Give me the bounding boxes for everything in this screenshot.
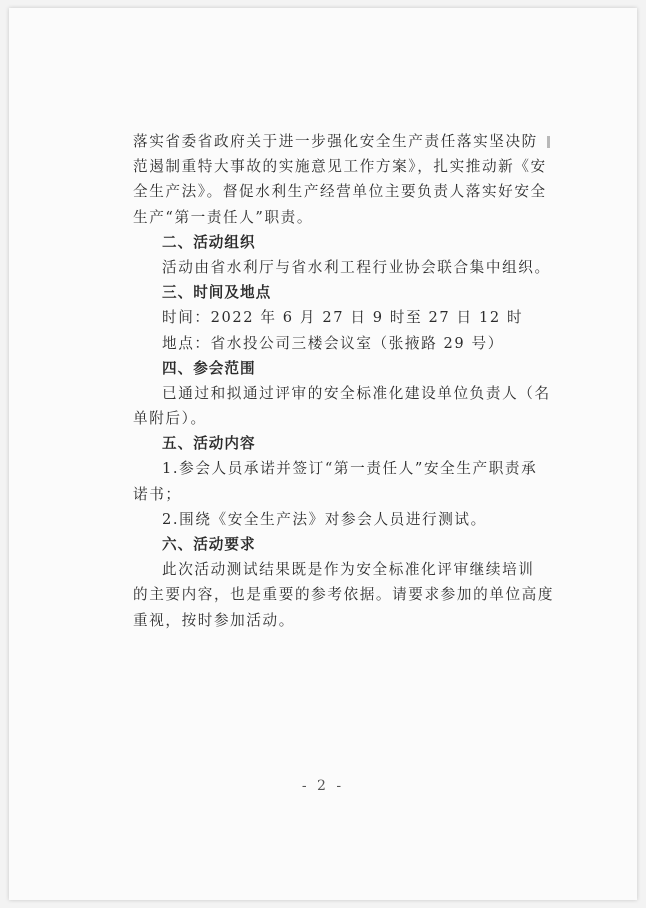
paragraph-line: 全生产法》。督促水利生产经营单位主要负责人落实好安全 [133, 183, 547, 201]
time-line: 时间：2022 年 6 月 27 日 9 时至 27 日 12 时 [162, 309, 524, 327]
paragraph-line: 范遏制重特大事故的实施意见工作方案》，扎实推动新《安 [133, 158, 547, 176]
list-item: 2.围绕《安全生产法》对参会人员进行测试。 [162, 510, 487, 528]
paragraph-line: 活动由省水利厅与省水利工程行业协会联合集中组织。 [162, 258, 551, 276]
paragraph-line: 此次活动测试结果既是作为安全标准化评审继续培训 [162, 561, 535, 579]
paragraph-line: 的主要内容，也是重要的参考依据。请要求参加的单位高度 [133, 586, 555, 604]
section-heading-scope: 四、参会范围 [162, 359, 256, 377]
paragraph-line: 重视，按时参加活动。 [133, 611, 295, 629]
paragraph-line: 已通过和拟通过评审的安全标准化建设单位负责人（名 [162, 384, 551, 402]
section-heading-time-place: 三、时间及地点 [162, 284, 272, 302]
scan-edge-mark [547, 136, 550, 148]
list-item: 1.参会人员承诺并签订“第一责任人”安全生产职责承 [162, 460, 538, 478]
paragraph-line: 单附后）。 [133, 410, 207, 428]
section-heading-organization: 二、活动组织 [162, 233, 256, 251]
document-body [133, 129, 555, 633]
paragraph-line: 落实省委省政府关于进一步强化安全生产责任落实坚决防 [133, 133, 538, 150]
section-heading-content: 五、活动内容 [162, 435, 256, 453]
list-item-continuation: 诺书； [133, 485, 182, 503]
paragraph-line: 生产“第一责任人”职责。 [133, 208, 314, 226]
page-number: - 2 - [301, 778, 345, 794]
document-page [9, 8, 637, 900]
place-line: 地点：省水投公司三楼会议室（张掖路 29 号） [162, 334, 504, 352]
section-heading-requirements: 六、活动要求 [162, 536, 256, 553]
